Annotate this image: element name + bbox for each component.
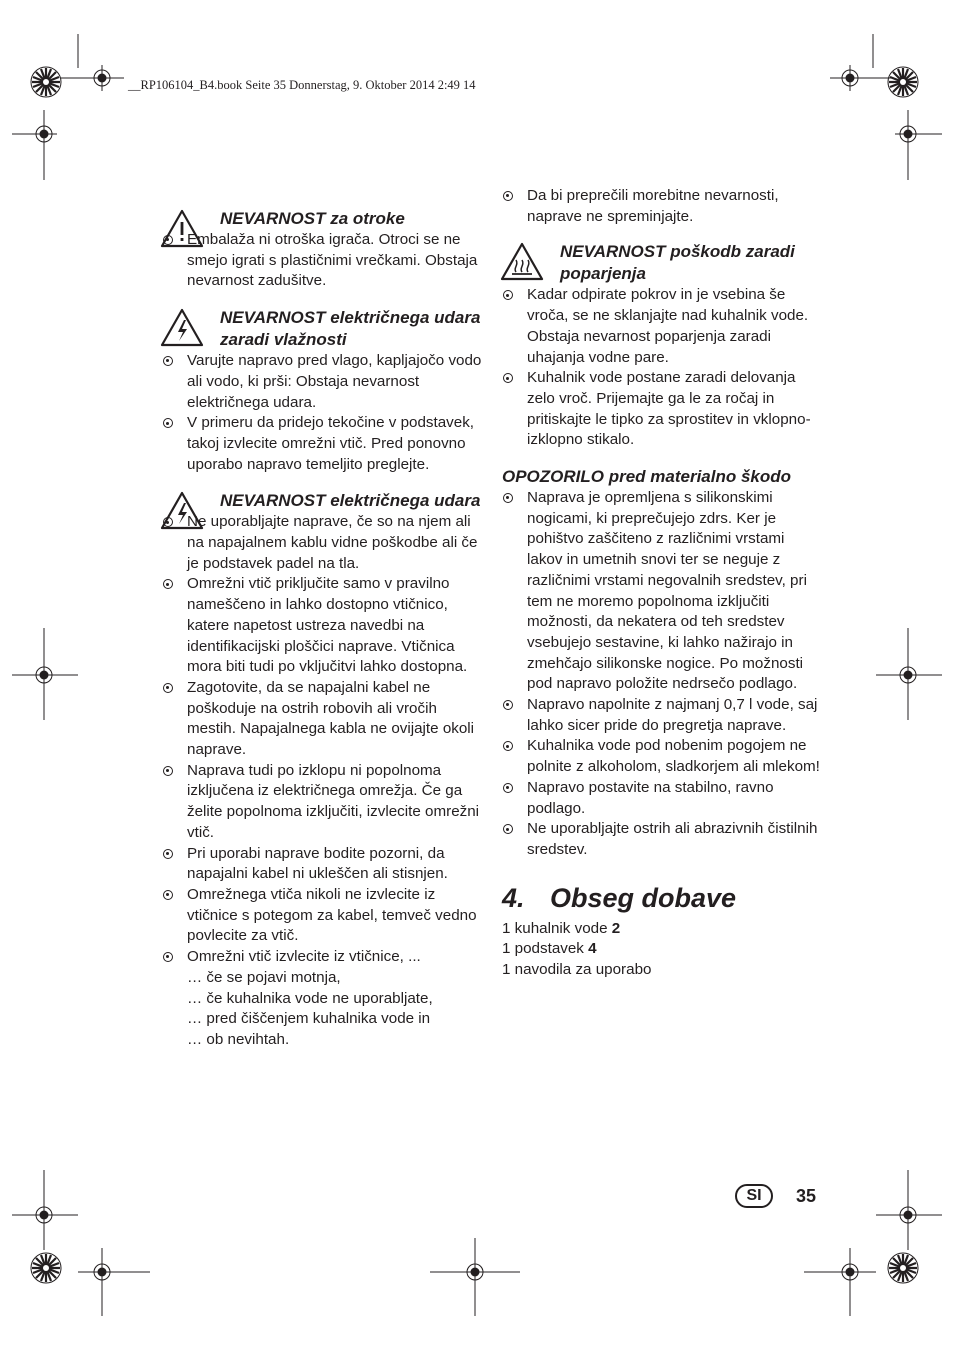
condition-line: … če se pojavi motnja, [187,968,341,986]
bullet-icon [163,356,173,366]
bullet-icon [503,373,513,383]
shock-warning-list [162,512,484,967]
list-item: Naprava tudi po izklopu ni popolnoma izključena iz električnega omrežja. Če ga želite popolnoma izključiti, izvlecite omrežni vtič. [162,761,484,844]
left-column [162,208,484,1051]
list-item: Varujte napravo pred vlago, kapljajočo vodo ali vodo, ki prši: Obstaja nevarnost električnega udara. [162,351,484,413]
delivery-item: 1 kuhalnik vode 2 [502,919,621,937]
condition-line: … če kuhalnika vode ne uporabljate, [187,989,433,1007]
material-warning-list [502,488,824,861]
scald-warning-list [502,285,824,451]
section-number: 4. [502,882,525,913]
moisture-warning-title: NEVARNOST električnega udara zaradi vlažnosti [220,308,481,350]
list-item: Ne uporabljajte ostrih ali abrazivnih čistilnih sredstev. [502,819,824,860]
condition-line: … ob nevihtah. [187,1030,290,1048]
bullet-icon [163,952,173,962]
list-item: Da bi preprečili morebitne nevarnosti, naprave ne spreminjajte. [502,186,824,227]
section-heading [502,881,824,915]
list-item: Kuhalnika vode pod nobenim pogojem ne polnite z alkoholom, sladkorjem ali mlekom! [502,736,824,777]
list-item: Kadar odpirate pokrov in je vsebina še vroča, se ne sklanjajte nad kuhalnik vode. Obstaja nevarnost poparjenja zaradi uhajanja vodne pare. [502,285,824,368]
page-number: 35 [796,1186,817,1206]
right-column [502,186,824,981]
list-item: V primeru da pridejo tekočine v podstavek, takoj izvlecite omrežni vtič. Pred ponovno uporabo napravo temeljito preglejte. [162,413,484,475]
bullet-icon [163,579,173,589]
list-item: Zagotovite, da se napajalni kabel ne poškoduje na ostrih robovih ali vročih mestih. Napajalnega kabla ne ovijajte okoli naprave. [162,678,484,761]
bullet-icon [503,191,513,201]
children-warning [162,208,484,230]
part-reference: 2 [611,919,621,937]
section-title: Obseg dobave [550,882,737,913]
bullet-icon [163,849,173,859]
hot-surface-icon [500,242,544,282]
moisture-warning [162,307,484,351]
part-reference: 4 [588,940,597,958]
list-item: Omrežni vtič priključite samo v pravilno nameščeno in lahko dostopno vtičnico, katere napetost ustreza navedbi na identifikacijski ploščici naprave. Vtičnica mora biti tudi po vključitvi lahko dostopna. [162,574,484,678]
bullet-icon [163,418,173,428]
bullet-icon [163,517,173,527]
bullet-icon [503,290,513,300]
delivery-item: 1 navodila za uporabo [502,961,652,979]
list-item: Kuhalnik vode postane zaradi delovanja zelo vroč. Prijemajte ga le za ročaj in pritiskajte le tipko za sprostitev in vklopno-izklopno stikalo. [502,368,824,451]
bullet-icon [503,741,513,751]
moisture-warning-list [162,351,484,475]
list-item: Omrežni vtič izvlecite iz vtičnice, ... [162,947,484,968]
children-warning-list [162,230,484,292]
condition-line: … pred čiščenjem kuhalnika vode in [187,1010,431,1028]
unplug-conditions [162,968,484,1051]
list-item: Naprava je opremljena s silikonskimi nogicami, ki preprečujejo zdrs. Ker je pohištvo zaščiteno z različnimi vrstami lakov in umetnih snovi ter se neguje z različnimi vrstami negovalnih sredstev, pri tem ne moremo popolnoma izključiti možnosti, da nekatera od teh sredstev vsebujejo sestavine, ki lahko nažirajo in zmehčajo silikonske nogice. Po možnosti pod napravo položite nedrsečo podlago. [502,488,824,695]
list-item: Ne uporabljajte naprave, če so na njem ali na napajalnem kablu vidne poškodbe ali če je podstavek padel na tla. [162,512,484,574]
bullet-icon [503,783,513,793]
delivery-item: 1 podstavek 4 [502,940,597,958]
scald-warning-title: NEVARNOST poškodb zaradi poparjenja [560,242,795,284]
language-badge: SI [735,1184,773,1208]
electric-shock-icon [160,308,204,348]
shock-warning [162,490,484,512]
list-item: Embalaža ni otroška igrača. Otroci se ne smejo igrati s plastičnimi vrečkami. Obstaja nevarnost zadušitve. [162,230,484,292]
material-warning-title: OPOZORILO pred materialno škodo [502,467,792,487]
shock-warning-title: NEVARNOST električnega udara [220,491,481,511]
bullet-icon [503,700,513,710]
bullet-icon [163,683,173,693]
bullet-icon [163,766,173,776]
list-item: Omrežnega vtiča nikoli ne izvlecite iz vtičnice s potegom za kabel, temveč vedno povlecite za vtič. [162,885,484,947]
top-list [502,186,824,227]
bullet-icon [163,890,173,900]
bullet-icon [503,493,513,503]
bullet-icon [163,235,173,245]
bullet-icon [503,824,513,834]
list-item: Napravo postavite na stabilno, ravno podlago. [502,778,824,819]
list-item: Pri uporabi naprave bodite pozorni, da napajalni kabel ni ukleščen ali stisnjen. [162,844,484,885]
list-item: Napravo napolnite z najmanj 0,7 l vode, saj lahko sicer pride do pregretja naprave. [502,695,824,736]
children-warning-title: NEVARNOST za otroke [220,209,405,228]
print-header: __RP106104_B4.book Seite 35 Donnerstag, 9. Oktober 2014 2:49 14 [128,78,476,92]
scald-warning [502,241,824,285]
